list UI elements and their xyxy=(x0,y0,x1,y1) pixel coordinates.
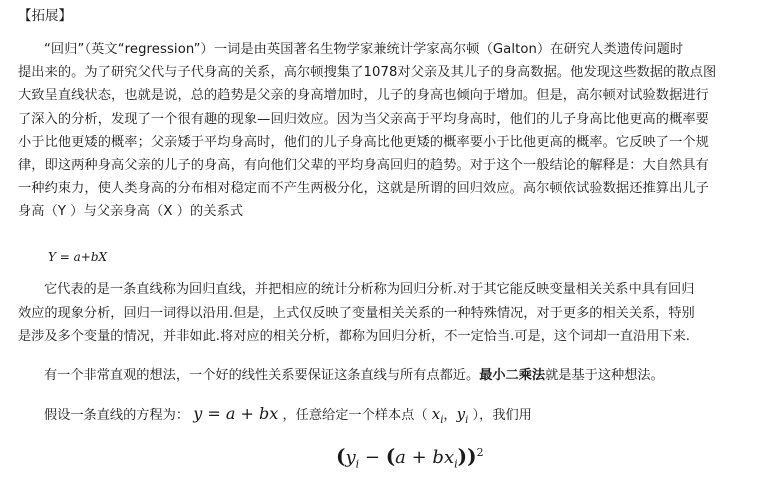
text-line: 小于比他更矮的概率；父亲矮于平均身高时，他们的儿子身高比他更矮的概率要小于比他更高的概率。它反映了一个规 xyxy=(18,134,709,150)
regression-formula: Y = a+bX xyxy=(48,250,108,264)
paragraph-regression-line xyxy=(18,278,753,349)
sample-point-x: $x_i$ xyxy=(431,405,444,426)
least-squares-term: 最小二乘法 xyxy=(479,368,546,383)
text-line: 是涉及多个变量的情况，并非如此.将对应的相关分析，都称为回归分析，不一定恰当.可是，这个词却一直沿用下来. xyxy=(18,329,690,345)
text-line: 身高（Y ）与父亲身高（X ）的关系式 xyxy=(18,204,244,220)
text-line: 了深入的分析，发现了一个很有趣的现象—回归效应。因为当父亲高于平均身高时，他们的儿子身高比他更高的概率要 xyxy=(18,111,709,127)
squared-residual-formula: $(y_i - (a + bx_i))^2$ xyxy=(336,444,484,471)
text-segment: 假设一条直线的方程为： xyxy=(44,408,190,423)
section-heading: 【拓展】 xyxy=(18,8,72,24)
text-line: 一种约束力，使人类身高的分布相对稳定而不产生两极分化，这就是所谓的回归效应。高尔顿依试验数据还推算出儿子 xyxy=(18,181,709,197)
text-line: 提出来的。为了研究父代与子代身高的关系，高尔顿搜集了1078对父亲及其儿子的身高数据。他发现这些数据的散点图 xyxy=(18,65,717,81)
text-segment: 就是基于这种想法。 xyxy=(545,368,664,383)
text-line: 大致呈直线状态，也就是说，总的趋势是父亲的身高增加时，儿子的身高也倾向于增加。但是，高尔顿对试验数据进行 xyxy=(18,88,709,104)
sample-point-y: $y_i$ xyxy=(456,405,469,426)
line-equation: y = a + bx xyxy=(193,404,279,423)
text-line: “回归”（英文“regression”）一词是由英国著名生物学家兼统计学家高尔顿（Galton）在研究人类遗传问题时 xyxy=(44,42,684,57)
text-segment: 有一个非常直观的想法，一个好的线性关系要保证这条直线与所有点都近。 xyxy=(44,368,480,383)
paragraph-least-squares xyxy=(44,366,664,386)
text-segment: ， xyxy=(443,408,457,423)
text-line: 效应的现象分析，回归一词得以沿用.但是，上式仅反映了变量相关关系的一种特殊情况，对于更多的相关关系，特别 xyxy=(18,305,695,321)
paragraph-regression-history xyxy=(18,38,753,224)
text-segment: ，任意给定一个样本点（ xyxy=(282,408,428,423)
text-line: 它代表的是一条直线称为回归直线，并把相应的统计分析称为回归分析.对于其它能反映变量相关关系中具有回归 xyxy=(44,282,695,297)
text-line: 律，即这两种身高父亲的儿子的身高，有向他们父辈的平均身高回归的趋势。对于这个一般结论的解释是：大自然具有 xyxy=(18,157,709,173)
text-segment: ），我们用 xyxy=(472,408,532,423)
paragraph-line-equation xyxy=(44,402,532,433)
